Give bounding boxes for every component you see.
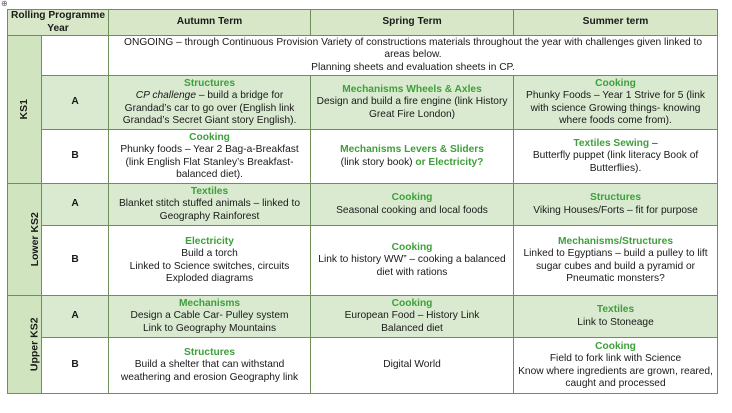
lks2-a-summer	[514, 184, 718, 226]
lks2-b-autumn-line3: Exploded diagrams	[165, 273, 254, 285]
lks2-b-row	[8, 226, 718, 296]
uks2-a-spring-line2: Balanced diet	[381, 322, 443, 334]
lks2-b-autumn	[109, 226, 311, 296]
ongoing-label-cell	[42, 36, 109, 76]
stage-label-ks1: KS1	[18, 98, 31, 120]
ks1-a-spring-title: Mechanisms Wheels & Axles	[342, 83, 482, 95]
lks2-b-autumn-line2: Linked to Science switches, circuits	[129, 260, 290, 272]
ongoing-planning-text: Planning sheets and evaluation sheets in CP.	[311, 61, 515, 73]
stage-label-upper-ks2: Upper KS2	[28, 317, 41, 372]
uks2-a-autumn-line1: Design a Cable Car- Pulley system	[130, 310, 289, 322]
ks1-b-spring-title: Mechanisms Levers & Sliders	[340, 144, 484, 156]
uks2-a-autumn-line2: Link to Geography Mountains	[142, 322, 277, 334]
lks2-a-summer-title: Structures	[590, 192, 641, 204]
row-label-uks2-a: A	[42, 296, 109, 338]
ks1-a-summer	[514, 76, 718, 130]
uks2-a-spring	[311, 296, 514, 338]
lks2-b-autumn-title: Electricity	[185, 235, 234, 247]
row-label-ks1-a: A	[42, 76, 109, 130]
row-label-uks2-b: B	[42, 338, 109, 394]
ks1-a-autumn-title: Structures	[184, 77, 235, 89]
ks1-b-row	[8, 130, 718, 184]
lks2-b-spring	[311, 226, 514, 296]
ks1-b-spring	[311, 130, 514, 184]
uks2-b-autumn-title: Structures	[184, 346, 235, 358]
row-label-lks2-a: A	[42, 184, 109, 226]
ks1-b-autumn	[109, 130, 311, 184]
ks1-a-summer-text: Phunky Foods – Year 1 Strive for 5 (link with science Growing things- knowing where foods come from).	[526, 90, 705, 127]
ongoing-text: ONGOING – through Continuous Provision Variety of constructions materials throughout the year with challenges given linked to areas below.	[124, 36, 702, 61]
lks2-b-summer-text: Linked to Egyptians – build a pulley to lift sugar cubes and build a pyramid or Pneumatic monsters?	[523, 248, 708, 285]
uks2-a-spring-line1: European Food – History Link	[344, 310, 480, 322]
lks2-a-spring-title: Cooking	[391, 192, 433, 204]
lks2-a-spring	[311, 184, 514, 226]
uks2-a-autumn	[109, 296, 311, 338]
ks1-b-autumn-title: Cooking	[189, 131, 230, 143]
ks1-b-summer	[514, 130, 718, 184]
ks1-b-summer-dash: –	[649, 137, 658, 149]
uks2-a-summer-text: Link to Stoneage	[577, 316, 654, 328]
uks2-b-summer-title: Cooking	[595, 340, 636, 352]
header-spring-term: Spring Term	[311, 10, 514, 36]
uks2-a-spring-title: Cooking	[391, 297, 433, 309]
lks2-a-autumn	[109, 184, 311, 226]
stage-label-lower-ks2: Lower KS2	[28, 212, 41, 267]
lks2-b-autumn-line1: Build a torch	[181, 248, 238, 260]
lks2-a-autumn-title: Textiles	[190, 185, 229, 197]
ks1-b-spring-extra: or Electricity?	[415, 156, 484, 168]
lks2-a-summer-text: Viking Houses/Forts – fit for purpose	[533, 204, 698, 216]
paragraph-anchor-icon: ⊕	[1, 0, 8, 8]
header-row	[8, 10, 718, 36]
uks2-b-summer-line2: Know where ingredients are grown, reared, caught and processed	[518, 365, 713, 390]
lks2-b-summer	[514, 226, 718, 296]
stage-lower-ks2	[8, 184, 42, 296]
ks1-a-row	[8, 76, 718, 130]
uks2-b-autumn	[109, 338, 311, 394]
row-label-ks1-b: B	[42, 130, 109, 184]
uks2-a-summer	[514, 296, 718, 338]
stage-upper-ks2	[8, 296, 42, 394]
row-label-lks2-b: B	[42, 226, 109, 296]
uks2-b-summer	[514, 338, 718, 394]
uks2-a-autumn-title: Mechanisms	[178, 297, 241, 309]
ks1-a-spring	[311, 76, 514, 130]
uks2-b-autumn-text: Build a shelter that can withstand weathering and erosion Geography link	[120, 359, 299, 383]
stage-ks1	[8, 36, 42, 184]
ongoing-cell	[109, 36, 718, 76]
lks2-a-row	[8, 184, 718, 226]
uks2-b-row	[8, 338, 718, 394]
header-summer-term: Summer term	[514, 10, 718, 36]
ks1-ongoing-row	[8, 36, 718, 76]
ks1-a-autumn	[109, 76, 311, 130]
lks2-b-spring-text: Link to history WW” – cooking a balanced diet with rations	[318, 254, 506, 278]
header-rolling-programme-year: Rolling Programme Year	[8, 10, 109, 36]
lks2-b-summer-title: Mechanisms/Structures	[558, 235, 673, 247]
lks2-b-spring-title: Cooking	[391, 241, 433, 253]
uks2-a-summer-title: Textiles	[596, 304, 635, 316]
rolling-programme-table	[7, 9, 718, 394]
lks2-a-spring-text: Seasonal cooking and local foods	[336, 204, 488, 216]
ks1-b-autumn-text: Phunky foods – Year 2 Bag-a-Breakfast (link English Flat Stanley’s Breakfast- balanced diet).	[120, 144, 299, 181]
ks1-a-summer-title: Cooking	[595, 77, 636, 89]
ks1-a-spring-text: Design and build a fire engine (link History Great Fire London)	[316, 96, 508, 120]
uks2-a-row	[8, 296, 718, 338]
ks1-b-summer-title: Textiles Sewing	[573, 137, 650, 149]
ks1-b-summer-text: Butterfly puppet (link literacy Book of Butterflies).	[532, 150, 699, 174]
lks2-a-autumn-text: Blanket stitch stuffed animals – linked to Geography Rainforest	[119, 198, 301, 222]
uks2-b-spring	[311, 338, 514, 394]
ks1-a-autumn-text: – build a bridge for Grandad’s car to go over (English link Grandad’s Secret Giant story English).	[122, 90, 297, 127]
uks2-b-spring-text: Digital World	[383, 359, 441, 371]
uks2-b-summer-line1: Field to fork link with Science	[549, 353, 682, 365]
ks1-b-spring-text: (link story book)	[340, 156, 416, 168]
ks1-a-autumn-challenge: CP challenge	[135, 90, 197, 102]
header-autumn-term: Autumn Term	[109, 10, 311, 36]
